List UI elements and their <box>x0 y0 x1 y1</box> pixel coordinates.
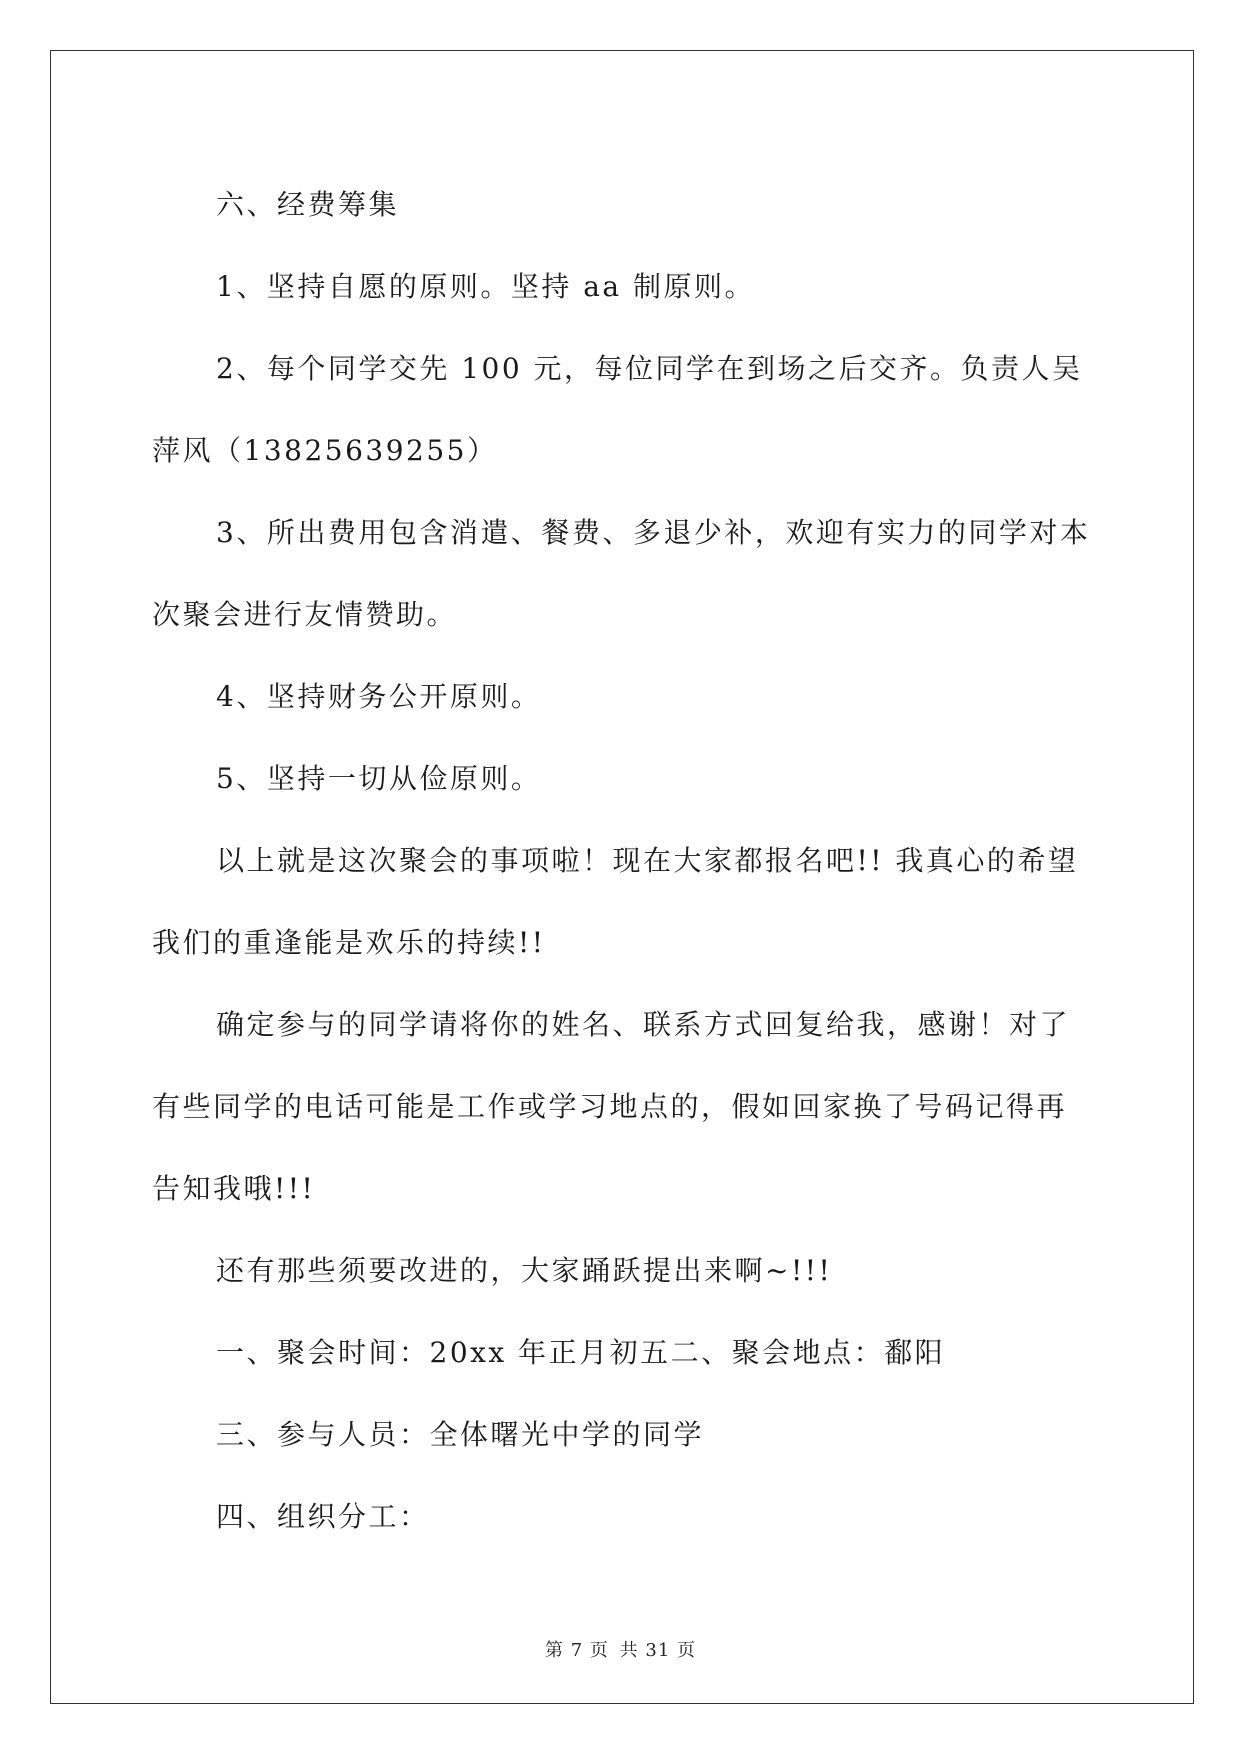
section-heading-organization: 四、组织分工： <box>216 1500 430 1533</box>
section-heading-time-place: 一、聚会时间：20xx 年正月初五二、聚会地点：鄱阳 <box>216 1336 946 1369</box>
list-item: 5、坚持一切从俭原则。 <box>216 762 542 795</box>
page-footer <box>0 1636 1241 1662</box>
page-total: 共 31 页 <box>619 1640 696 1661</box>
section-heading-participants: 三、参与人员：全体曙光中学的同学 <box>216 1418 705 1451</box>
body-paragraph: 确定参与的同学请将你的姓名、联系方式回复给我，感谢！对了有些同学的电话可能是工作或学习地点的，假如回家换了号码记得再告知我哦!!! <box>152 1008 1071 1205</box>
body-paragraph: 还有那些须要改进的，大家踊跃提出来啊~!!! <box>216 1254 833 1287</box>
body-paragraph: 以上就是这次聚会的事项啦！现在大家都报名吧!! 我真心的希望我们的重逢能是欢乐的持续!! <box>152 844 1079 959</box>
section-heading-funding: 六、经费筹集 <box>216 188 400 221</box>
list-item: 2、每个同学交先 100 元，每位同学在到场之后交齐。负责人吴萍风（13825639255） <box>152 352 1083 467</box>
document-body <box>152 164 1092 1558</box>
list-item: 1、坚持自愿的原则。坚持 aa 制原则。 <box>216 270 756 303</box>
list-item: 4、坚持财务公开原则。 <box>216 680 542 713</box>
page-number: 第 7 页 <box>545 1640 609 1661</box>
list-item: 3、所出费用包含消遣、餐费、多退少补，欢迎有实力的同学对本次聚会进行友情赞助。 <box>152 516 1091 631</box>
